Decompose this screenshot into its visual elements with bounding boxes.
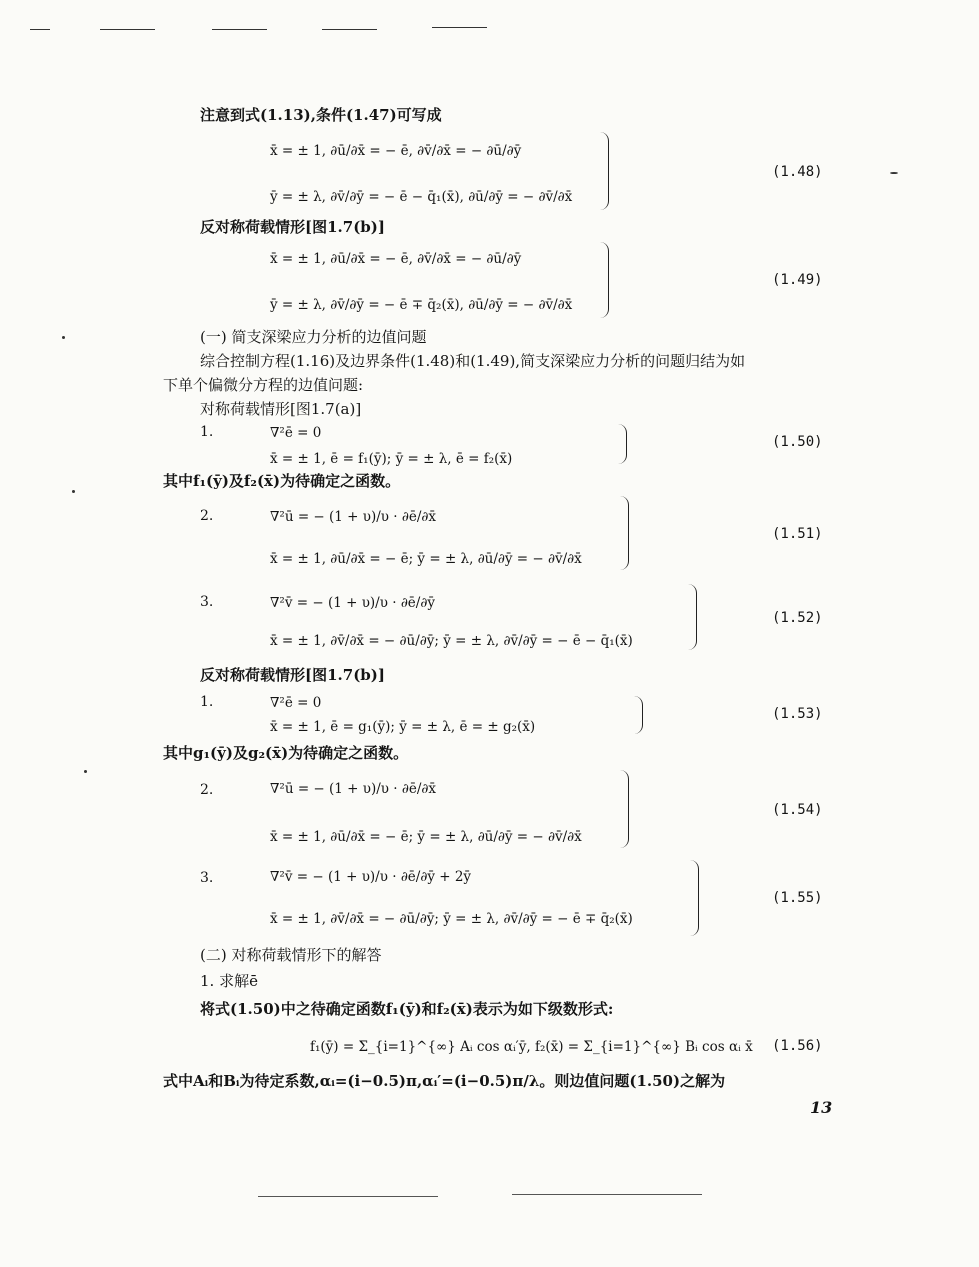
equation-number: (1.55) xyxy=(772,890,823,906)
scan-speck xyxy=(84,770,87,773)
page-number: 13 xyxy=(810,1098,833,1117)
equation-brace xyxy=(600,242,609,318)
equation-number: (1.56) xyxy=(772,1038,823,1054)
equation-line: ȳ = ± λ, ∂v̄/∂ȳ = − ē ∓ q̄₂(x̄), ∂ū/∂ȳ = − ∂v̄/∂x̄ xyxy=(270,297,573,313)
equation-line: ∇²v̄ = − (1 + υ)/υ · ∂ē/∂ȳ + 2ȳ xyxy=(270,869,472,885)
equation-number: (1.50) xyxy=(772,434,823,450)
equation-number: (1.48) xyxy=(772,164,823,180)
paragraph-line: 将式(1.50)中之待确定函数f₁(ȳ)和f₂(x̄)表示为如下级数形式: xyxy=(200,1000,614,1018)
equation-line: ∇²ū = − (1 + υ)/υ · ∂ē/∂x̄ xyxy=(270,781,436,797)
item-index: 1. xyxy=(200,694,214,710)
equation-line: ∇²v̄ = − (1 + υ)/υ · ∂ē/∂ȳ xyxy=(270,595,435,611)
antisym-heading: 反对称荷载情形[图1.7(b)] xyxy=(200,218,385,236)
equation-line: ∇²ē = 0 xyxy=(270,425,322,441)
equation-line: x̄ = ± 1, ∂ū/∂x̄ = − ē; ȳ = ± λ, ∂ū/∂ȳ = − ∂v̄/∂x̄ xyxy=(270,551,582,567)
bottom-rule xyxy=(512,1194,702,1195)
equation-number: (1.49) xyxy=(772,272,823,288)
equation-number: (1.51) xyxy=(772,526,823,542)
top-rule xyxy=(432,27,487,28)
subsection-heading: 1. 求解ē xyxy=(200,972,258,990)
top-rule xyxy=(212,29,267,30)
sym-heading: 对称荷载情形[图1.7(a)] xyxy=(200,400,362,418)
equation-line: x̄ = ± 1, ∂ū/∂x̄ = − ē, ∂v̄/∂x̄ = − ∂ū/∂ȳ xyxy=(270,251,522,267)
bottom-rule xyxy=(258,1196,438,1197)
equation-line: x̄ = ± 1, ē = f₁(ȳ); ȳ = ± λ, ē = f₂(x̄) xyxy=(270,451,513,467)
paragraph-line: 式中Aᵢ和Bᵢ为待定系数,αᵢ=(i−0.5)π,αᵢ′=(i−0.5)π/λ。则边值问题(1.50)之解为 xyxy=(163,1072,726,1090)
scan-speck xyxy=(890,172,898,174)
paragraph-line: 下单个偏微分方程的边值问题: xyxy=(163,376,364,394)
item-index: 2. xyxy=(200,782,214,798)
top-rule xyxy=(100,29,155,30)
item-index: 3. xyxy=(200,870,214,886)
equation-number: (1.52) xyxy=(772,610,823,626)
equation-line: f₁(ȳ) = Σ_{i=1}^{∞} Aᵢ cos αᵢ′ȳ, f₂(x̄) = Σ_{i=1}^{∞} Bᵢ cos αᵢ x̄ xyxy=(310,1039,753,1055)
item-index: 3. xyxy=(200,594,214,610)
equation-brace xyxy=(620,496,629,570)
note-f: 其中f₁(ȳ)及f₂(x̄)为待确定之函数。 xyxy=(163,472,401,490)
equation-number: (1.53) xyxy=(772,706,823,722)
scan-speck xyxy=(62,336,65,339)
antisym-heading-2: 反对称荷载情形[图1.7(b)] xyxy=(200,666,385,684)
equation-brace xyxy=(620,770,629,848)
top-rule xyxy=(322,29,377,30)
equation-line: ȳ = ± λ, ∂v̄/∂ȳ = − ē − q̄₁(x̄), ∂ū/∂ȳ = − ∂v̄/∂x̄ xyxy=(270,189,573,205)
equation-line: x̄ = ± 1, ē = g₁(ȳ); ȳ = ± λ, ē = ± g₂(x̄) xyxy=(270,719,536,735)
equation-line: ∇²ē = 0 xyxy=(270,695,322,711)
equation-brace xyxy=(688,584,697,650)
equation-number: (1.54) xyxy=(772,802,823,818)
equation-line: x̄ = ± 1, ∂v̄/∂x̄ = − ∂ū/∂ȳ; ȳ = ± λ, ∂v̄/∂ȳ = − ē − q̄₁(x̄) xyxy=(270,633,633,649)
item-index: 2. xyxy=(200,508,214,524)
section-heading-2: (二) 对称荷载情形下的解答 xyxy=(200,946,382,964)
equation-brace xyxy=(618,424,627,464)
equation-line: x̄ = ± 1, ∂v̄/∂x̄ = − ∂ū/∂ȳ; ȳ = ± λ, ∂v̄/∂ȳ = − ē ∓ q̄₂(x̄) xyxy=(270,911,633,927)
equation-line: x̄ = ± 1, ∂ū/∂x̄ = − ē; ȳ = ± λ, ∂ū/∂ȳ = − ∂v̄/∂x̄ xyxy=(270,829,582,845)
intro-text: 注意到式(1.13),条件(1.47)可写成 xyxy=(200,106,442,124)
equation-brace xyxy=(690,860,699,936)
equation-line: ∇²ū = − (1 + υ)/υ · ∂ē/∂x̄ xyxy=(270,509,436,525)
item-index: 1. xyxy=(200,424,214,440)
top-rule xyxy=(30,29,50,30)
equation-brace xyxy=(634,696,643,734)
equation-brace xyxy=(600,132,609,210)
equation-line: x̄ = ± 1, ∂ū/∂x̄ = − ē, ∂v̄/∂x̄ = − ∂ū/∂ȳ xyxy=(270,143,522,159)
section-heading-1: (一) 简支深梁应力分析的边值问题 xyxy=(200,328,427,346)
note-g: 其中g₁(ȳ)及g₂(x̄)为待确定之函数。 xyxy=(163,744,409,762)
scan-speck xyxy=(72,490,75,493)
paragraph-line: 综合控制方程(1.16)及边界条件(1.48)和(1.49),简支深梁应力分析的问题归结为如 xyxy=(200,352,746,370)
